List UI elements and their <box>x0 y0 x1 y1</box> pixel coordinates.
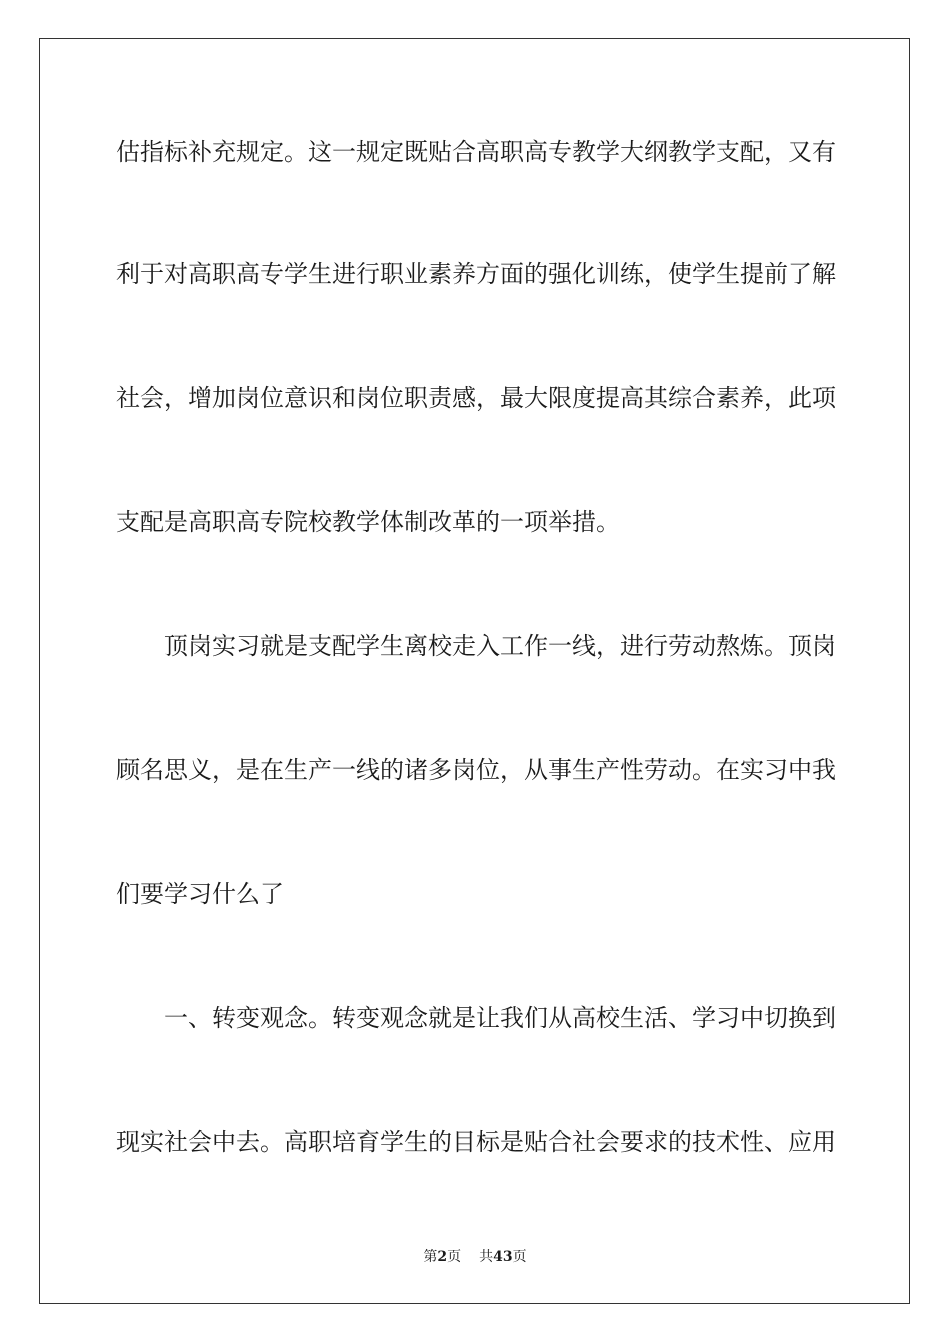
total-prefix: 共 <box>479 1249 494 1265</box>
page-number: 2 <box>437 1249 448 1265</box>
text-line: 顾名思义，是在生产一线的诸多岗位，从事生产性劳动。在实习中我 <box>116 756 836 784</box>
paragraph-first-line: 一、转变观念。转变观念就是让我们从高校生活、学习中切换到 <box>164 1004 836 1032</box>
total-suffix: 页 <box>512 1249 527 1265</box>
text-line: 现实社会中去。高职培育学生的目标是贴合社会要求的技术性、应用 <box>116 1128 836 1156</box>
text-line: 社会，增加岗位意识和岗位职责感，最大限度提高其综合素养，此项 <box>116 384 836 412</box>
page-suffix: 页 <box>447 1249 462 1265</box>
paragraph-first-line: 顶岗实习就是支配学生离校走入工作一线，进行劳动熬炼。顶岗 <box>164 632 836 660</box>
text-line: 利于对高职高专学生进行职业素养方面的强化训练，使学生提前了解 <box>116 260 836 288</box>
page-footer <box>0 1247 950 1267</box>
text-line: 支配是高职高专院校教学体制改革的一项举措。 <box>116 508 620 536</box>
page-prefix: 第 <box>423 1249 438 1265</box>
total-pages: 43 <box>493 1249 513 1265</box>
text-line: 们要学习什么了 <box>116 880 284 908</box>
text-line: 估指标补充规定。这一规定既贴合高职高专教学大纲教学支配，又有 <box>116 138 836 166</box>
page-border <box>39 38 910 1304</box>
